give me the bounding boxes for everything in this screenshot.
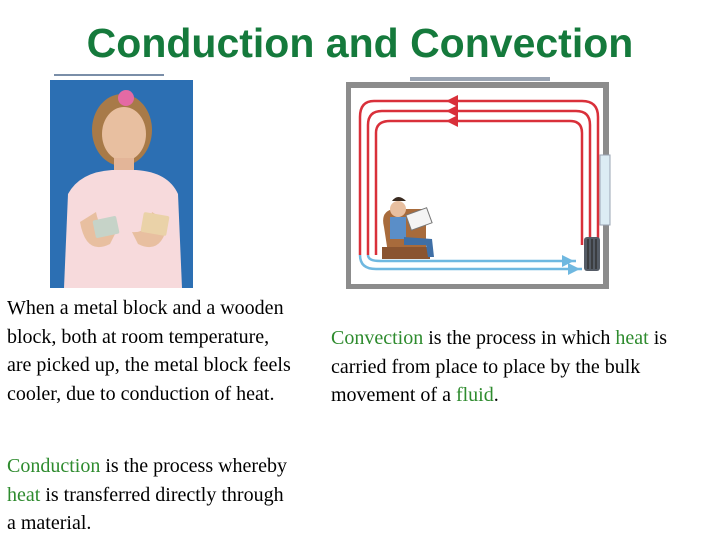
convection-text-3: . [493, 384, 499, 406]
convection-room-diagram [346, 77, 616, 289]
woman-holding-blocks-photo [50, 72, 193, 288]
convection-text-1: is the process in which [423, 327, 616, 349]
convection-keyword-fluid: fluid [455, 384, 494, 406]
conduction-term: Conduction [7, 455, 101, 477]
face-shape [102, 107, 146, 161]
slide-title: Conduction and Convection [86, 20, 634, 66]
person-shirt [390, 217, 406, 239]
convection-definition [331, 324, 691, 410]
convection-term: Convection [331, 327, 424, 349]
conduction-text-1: is the process whereby [100, 455, 287, 477]
hair-tie-icon [118, 90, 134, 106]
person-head [390, 201, 406, 217]
conduction-definition [7, 452, 297, 538]
window-shape [600, 155, 610, 225]
metal-block-paragraph: When a metal block and a wooden block, both at room temperature, are picked up, the metal block feels cooler, due to conduction of heat. [7, 297, 291, 405]
convection-keyword-heat: heat [615, 327, 649, 349]
conduction-text-2: is transferred directly through a material. [7, 483, 284, 534]
conduction-keyword-heat: heat [7, 483, 41, 506]
convection-text-2: is carried from place to place by the bulk movement of a [331, 327, 668, 406]
